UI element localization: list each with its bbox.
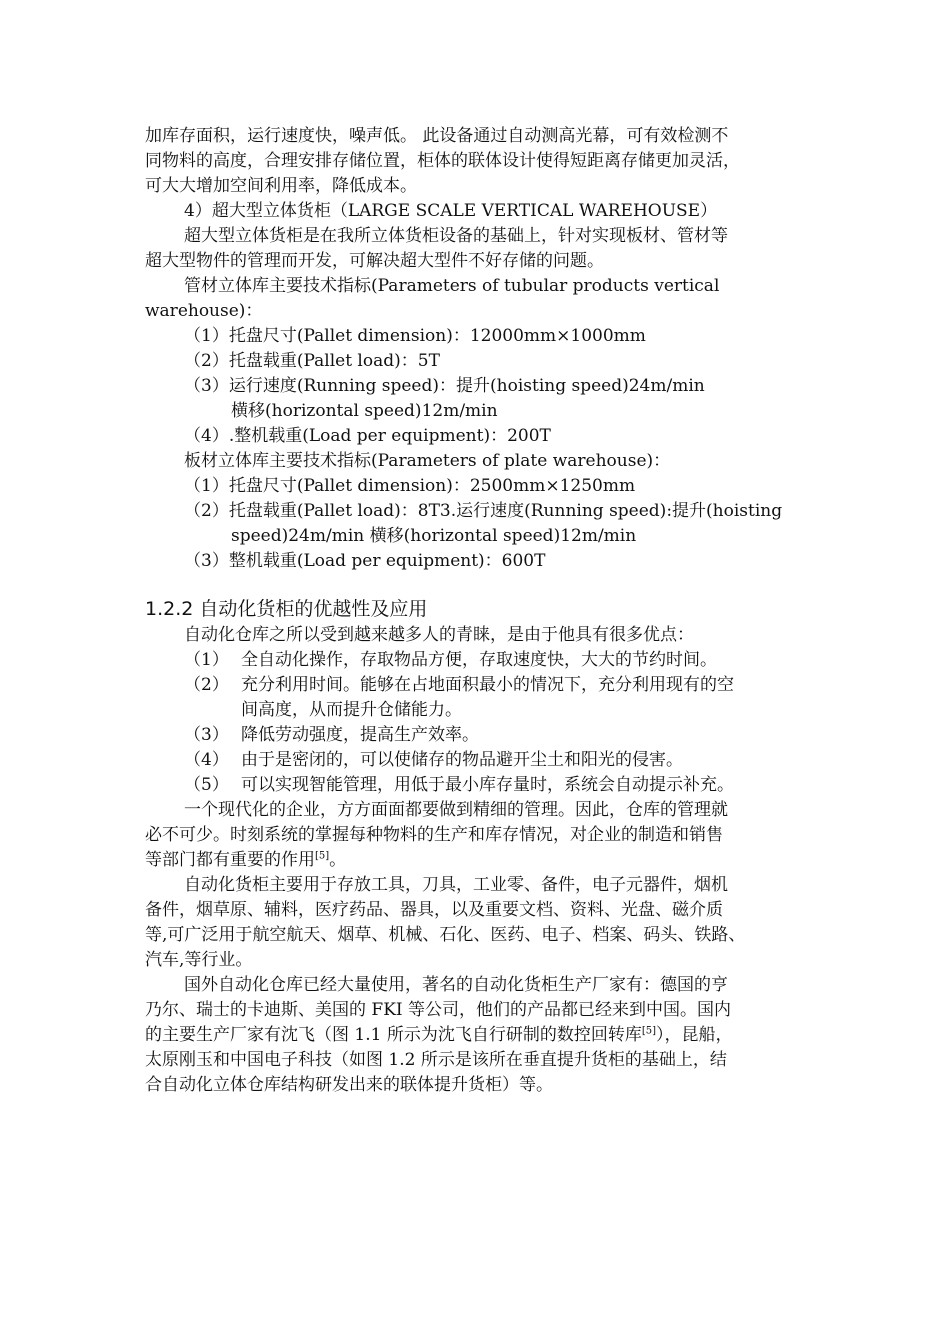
spec-item: （1）托盘尺寸(Pallet dimension)：12000mm×1000mm [184,326,646,346]
paragraph-line: 自动化货柜主要用于存放工具，刀具，工业零、备件，电子元器件，烟机 [184,875,728,895]
paragraph-line [145,1023,733,1048]
spec-title: 管材立体库主要技术指标(Parameters of tubular products vertical [184,276,720,296]
list-item-number: （1） [184,650,229,670]
list-item-number: （4） [184,750,229,770]
list-item: 充分利用时间。能够在占地面积最小的情况下，充分利用现有的空 [241,675,734,695]
spec-item: （3）运行速度(Running speed)：提升(hoisting speed)24m/min [184,376,705,396]
list-item: 全自动化操作，存取物品方便，存取速度快，大大的节约时间。 [241,650,717,670]
list-item-number: （3） [184,725,229,745]
paragraph-line: 同物料的高度，合理安排存储位置，柜体的联体设计使得短距离存储更加灵活， [145,151,740,171]
spec-title: warehouse)： [145,301,263,321]
paragraph-line: 加库存面积，运行速度快，噪声低。 此设备通过自动测高光幕，可有效检测不 [145,126,729,146]
list-item: 可以实现智能管理，用低于最小库存量时，系统会自动提示补充。 [241,775,734,795]
list-item: 间高度，从而提升仓储能力。 [241,700,462,720]
text: 。 [329,850,347,870]
text: ），昆船， [656,1025,733,1045]
paragraph-line: 必不可少。时刻系统的掌握每种物料的生产和库存情况，对企业的制造和销售 [145,825,723,845]
spec-item: （2）托盘载重(Pallet load)：5T [184,351,440,371]
paragraph-line: 自动化仓库之所以受到越来越多人的青睐，是由于他具有很多优点： [184,625,694,645]
spec-item: 横移(horizontal speed)12m/min [231,401,498,421]
item-title: 4）超大型立体货柜（LARGE SCALE VERTICAL WAREHOUSE） [184,201,718,221]
text: 等部门都有重要的作用 [145,850,315,870]
paragraph-line: 汽车,等行业。 [145,950,253,970]
paragraph-line: 等,可广泛用于航空航天、烟草、机械、石化、医药、电子、档案、码头、铁路、 [145,925,746,945]
spec-item: （3）整机载重(Load per equipment)：600T [184,551,546,571]
citation-ref: [5] [315,850,330,862]
paragraph-line: 乃尔、瑞士的卡迪斯、美国的 FKI 等公司，他们的产品都已经来到中国。国内 [145,1000,732,1020]
paragraph-line: 超大型立体货柜是在我所立体货柜设备的基础上，针对实现板材、管材等 [184,226,728,246]
paragraph-line: 超大型物件的管理而开发，可解决超大型件不好存储的问题。 [145,251,604,271]
paragraph-line: 太原刚玉和中国电子科技（如图 1.2 所示是该所在垂直提升货柜的基础上，结 [145,1050,727,1070]
list-item: 由于是密闭的，可以使储存的物品避开尘土和阳光的侵害。 [241,750,683,770]
citation-ref: [5] [641,1025,657,1037]
spec-item: （2）托盘载重(Pallet load)：8T3.运行速度(Running speed):提升(hoisting [184,501,783,521]
list-item: 降低劳动强度，提高生产效率。 [241,725,479,745]
paragraph-line: 一个现代化的企业，方方面面都要做到精细的管理。因此，仓库的管理就 [184,800,728,820]
list-item-number: （5） [184,775,229,795]
spec-item: speed)24m/min 横移(horizontal speed)12m/min [231,526,637,546]
spec-item: （4）.整机载重(Load per equipment)：200T [184,426,551,446]
paragraph-line: 国外自动化仓库已经大量使用，著名的自动化货柜生产厂家有：德国的亨 [184,975,728,995]
paragraph-line: 备件，烟草原、辅料，医疗药品、器具，以及重要文档、资料、光盘、磁介质 [145,900,723,920]
paragraph-line: 可大大增加空间利用率，降低成本。 [145,176,417,196]
paragraph-line [145,848,346,873]
text: 的主要生产厂家有沈飞（图 1.1 所示为沈飞自行研制的数控回转库 [145,1025,642,1045]
spec-item: （1）托盘尺寸(Pallet dimension)：2500mm×1250mm [184,476,636,496]
paragraph-line: 合自动化立体仓库结构研发出来的联体提升货柜）等。 [145,1075,553,1095]
list-item-number: （2） [184,675,229,695]
section-heading: 1.2.2 自动化货柜的优越性及应用 [145,598,428,620]
spec-title: 板材立体库主要技术指标(Parameters of plate warehouse)： [184,451,671,471]
